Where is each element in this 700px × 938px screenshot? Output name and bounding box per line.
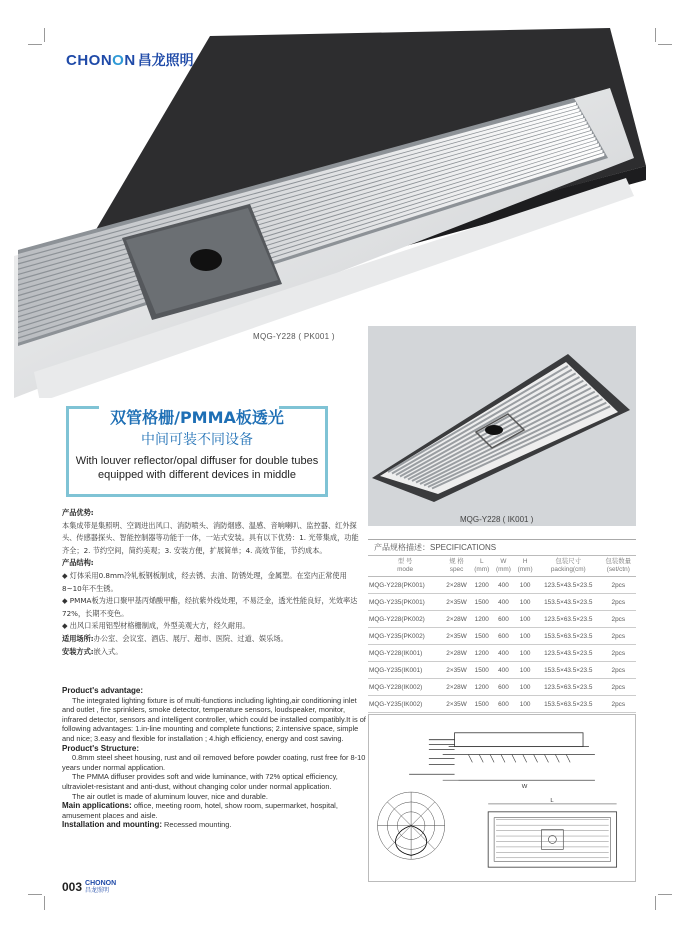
spec-cell: 100 <box>514 577 536 594</box>
light-distribution-curve <box>378 792 445 859</box>
spec-header: W (mm) <box>493 556 515 577</box>
en-structure-p1: 0.8mm steel sheet housing, rust and oil removed before powder coating, rust free for 8-10 years under normal application. <box>62 753 366 772</box>
en-structure-p2: The PMMA diffuser provides soft and wide luminance, with 72% optical efficiency, ultraviolet-resistant and anti-dust, without changing color under normal application. <box>62 772 338 791</box>
en-description <box>62 686 368 830</box>
crop-mark <box>655 28 656 42</box>
spec-row <box>368 611 636 628</box>
en-structure-p3: The air outlet is made of aluminum louver, nice and durable. <box>72 791 268 801</box>
drawing-tick <box>479 755 483 763</box>
spec-section <box>368 539 636 713</box>
drawing-tick <box>523 755 527 763</box>
spec-table <box>368 555 636 713</box>
spec-cell: 2pcs <box>601 577 636 594</box>
spec-cell: 2×35W <box>442 628 471 645</box>
top-view <box>459 780 617 867</box>
spec-cell: 2pcs <box>601 628 636 645</box>
footer-brand-cn: 昌龙照明 <box>85 887 110 894</box>
spec-row <box>368 645 636 662</box>
secondary-product-photo <box>368 326 636 526</box>
spec-cell: 600 <box>493 628 515 645</box>
spec-cell: 123.5×63.5×23.5 <box>536 679 601 696</box>
spec-row <box>368 662 636 679</box>
drawing-tick <box>512 755 516 763</box>
spec-cell: 2pcs <box>601 679 636 696</box>
crop-mark <box>655 896 656 910</box>
footer-brand <box>85 880 116 894</box>
page-footer <box>62 880 116 894</box>
spec-cell: 123.5×63.5×23.5 <box>536 611 601 628</box>
spec-cell: MQG-Y235(IK001) <box>368 662 442 679</box>
spec-header: 规 格 spec <box>442 556 471 577</box>
spec-cell: 100 <box>514 696 536 713</box>
title-en-line1: With louver reflector/opal diffuser for double tubes <box>75 455 319 467</box>
spec-cell: 2×28W <box>442 611 471 628</box>
spec-title: 产品规格描述：SPECIFICATIONS <box>368 539 636 555</box>
spec-cell: 100 <box>514 594 536 611</box>
spec-cell: 2×35W <box>442 594 471 611</box>
spec-cell: 1500 <box>471 628 493 645</box>
spec-cell: 100 <box>514 662 536 679</box>
dimension-label-w: W <box>521 784 528 791</box>
spec-cell: 100 <box>514 645 536 662</box>
spec-cell: 2pcs <box>601 611 636 628</box>
spec-cell: 1500 <box>471 662 493 679</box>
secondary-product-illustration <box>368 326 636 526</box>
spec-cell: MQG-Y228(IK001) <box>368 645 442 662</box>
drawing-tick <box>555 755 559 763</box>
spec-cell: 2pcs <box>601 594 636 611</box>
en-main-app-heading: Main applications: <box>62 801 132 811</box>
en-install-body: Recessed mounting. <box>162 820 232 830</box>
spec-cell: 1200 <box>471 577 493 594</box>
spec-cell: 1200 <box>471 679 493 696</box>
spec-cell: 123.5×43.5×23.5 <box>536 577 601 594</box>
spec-cell: 2×28W <box>442 679 471 696</box>
spec-cell: 2pcs <box>601 645 636 662</box>
crop-mark <box>28 894 42 895</box>
spec-cell: 1500 <box>471 696 493 713</box>
spec-cell: 100 <box>514 679 536 696</box>
cn-description <box>62 507 362 658</box>
drawing-tick <box>468 755 472 763</box>
en-install-heading: Installation and mounting: <box>62 820 162 830</box>
spec-cell: 100 <box>514 628 536 645</box>
spec-cell: MQG-Y228(PK002) <box>368 611 442 628</box>
spec-cell: MQG-Y228(IK002) <box>368 679 442 696</box>
en-structure-heading: Product's Structure: <box>62 743 140 753</box>
spec-header: L (mm) <box>471 556 493 577</box>
drawing-tick <box>490 755 494 763</box>
cn-usage-heading: 适用场所: <box>62 633 94 643</box>
spec-cell: 400 <box>493 577 515 594</box>
spec-cell: 153.5×63.5×23.5 <box>536 696 601 713</box>
en-main-app-body: office, meeting room, hotel, show room, supermarket, hospital, amusement places and aisle. <box>62 801 338 820</box>
spec-row <box>368 696 636 713</box>
en-adv-body: The integrated lighting fixture is of multi-functions including lighting,air conditioning inlet and outlet , fire sprinklers, smoke detector, temperature sensors, loudspeaker, monitor, infrared detector, sensors and intelligent controller, which could be installed compatibly.It is of following advantages: 1.in-line mounting and complete functions; 2.intensive space, simple and nice; 3.easy and flexible for installation ; 4.high efficiency, energy and cost saving. <box>62 695 366 743</box>
drawing-tick <box>566 755 570 763</box>
cn-adv-heading: 产品优势: <box>62 508 94 517</box>
drawing-tick <box>501 755 505 763</box>
technical-drawing <box>368 714 636 882</box>
spec-cell: 1500 <box>471 594 493 611</box>
spec-cell: 153.5×43.5×23.5 <box>536 662 601 679</box>
spec-header-row <box>368 556 636 577</box>
cn-structure-heading: 产品结构: <box>62 558 94 568</box>
en-adv-heading: Product's advantage: <box>62 686 144 695</box>
cn-structure-item: ◆ 灯体采用0.8mm冷轧板钢板制成，经去锈、去油、防锈处理，金属塑。在室内正常使用8~10年不生锈。 <box>62 570 347 593</box>
spec-cell: 2×35W <box>442 696 471 713</box>
cn-structure-item: ◆ PMMA板为进口聚甲基丙烯酸甲酯，经抗紫外线处理，不易泛金，透光性能良好，光效率达72%，长期不变色。 <box>62 596 358 618</box>
spec-cell: MQG-Y228(PK001) <box>368 577 442 594</box>
spec-row <box>368 594 636 611</box>
spec-cell: 153.5×63.5×23.5 <box>536 628 601 645</box>
crop-mark <box>658 44 672 45</box>
spec-cell: 2×28W <box>442 577 471 594</box>
crop-mark <box>658 894 672 895</box>
crop-mark <box>44 896 45 910</box>
cn-structure-item: ◆ 出风口采用铝型材格栅制成，外型美观大方，经久耐用。 <box>62 621 250 631</box>
title-box <box>66 406 328 497</box>
title-cn-line2: 中间可装不同设备 <box>141 432 253 448</box>
title-en-line2: equipped with different devices in middle <box>98 469 296 481</box>
spec-row <box>368 679 636 696</box>
spec-cell: 1200 <box>471 611 493 628</box>
spec-cell: 400 <box>493 662 515 679</box>
title-cn-line1: 双管格栅/PMMA板透光 <box>110 408 284 427</box>
cn-usage-body: 办公室、会议室、酒店、展厅、超市、医院、过道、娱乐场。 <box>93 633 288 643</box>
brand-name-en: CHONON <box>66 51 136 69</box>
footer-brand-en: CHONON <box>85 880 117 887</box>
main-photo-caption: MQG-Y228 ( PK001 ) <box>253 332 335 341</box>
spec-cell: MQG-Y235(PK002) <box>368 628 442 645</box>
secondary-photo-caption: MQG-Y228 ( IK001 ) <box>460 515 534 524</box>
spec-header: H (mm) <box>514 556 536 577</box>
spec-row <box>368 628 636 645</box>
cn-install-body: 嵌入式。 <box>93 646 123 656</box>
spec-cell: 2pcs <box>601 696 636 713</box>
spec-cell: 1200 <box>471 645 493 662</box>
spec-cell: 400 <box>493 645 515 662</box>
spec-cell: 600 <box>493 679 515 696</box>
brand-logo <box>66 50 194 70</box>
spec-cell: 153.5×43.5×23.5 <box>536 594 601 611</box>
spec-cell: 600 <box>493 611 515 628</box>
cn-adv-body: 本集成带是集照明、空调进出风口、消防喷头、消防烟感、温感、音响喇叭、监控器、红外探头、传感器探头、智能控制器等功能于一体，一站式安装。具有以下优势：1. 光带集成，功能齐全；2. 节约空间，简约美观；3. 安装方便，扩展简单；4. 高效节能，节约成本。 <box>62 520 359 555</box>
spec-cell: MQG-Y235(IK002) <box>368 696 442 713</box>
brand-name-cn: 昌龙照明 <box>137 53 194 69</box>
spec-header: 型 号 mode <box>368 556 442 577</box>
drawing-tick <box>544 755 548 763</box>
cn-install-heading: 安装方式: <box>62 646 94 656</box>
spec-header: 包装尺寸 packing(cm) <box>536 556 601 577</box>
spec-cell: MQG-Y235(PK001) <box>368 594 442 611</box>
spec-cell: 123.5×43.5×23.5 <box>536 645 601 662</box>
spec-header: 包装数量 (set/ctn) <box>601 556 636 577</box>
spec-cell: 2×28W <box>442 645 471 662</box>
dimension-label-l: L <box>550 797 554 804</box>
spec-row <box>368 577 636 594</box>
spec-cell: 2×35W <box>442 662 471 679</box>
spec-cell: 2pcs <box>601 662 636 679</box>
spec-cell: 100 <box>514 611 536 628</box>
page-number: 003 <box>62 880 83 894</box>
spec-cell: 600 <box>493 696 515 713</box>
drawing-tick <box>534 755 538 763</box>
spec-cell: 400 <box>493 594 515 611</box>
